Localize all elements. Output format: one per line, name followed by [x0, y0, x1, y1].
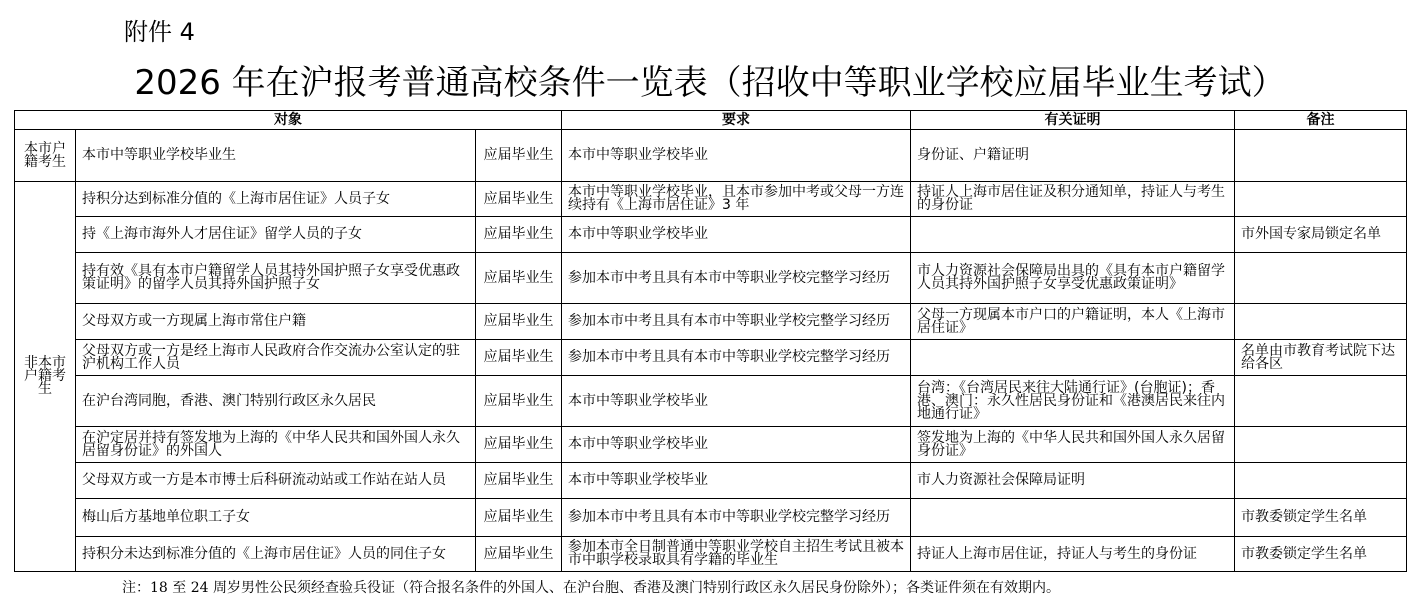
target-cell: 父母双方或一方是本市博士后科研流动站或工作站在站人员	[76, 463, 476, 499]
category-local-cell: 本市户籍考生	[15, 130, 76, 182]
target-cell: 梅山后方基地单位职工子女	[76, 499, 476, 537]
requirement-cell: 本市中等职业学校毕业	[562, 463, 911, 499]
remark-cell: 市教委锁定学生名单	[1235, 499, 1407, 537]
status-cell: 应届毕业生	[476, 253, 562, 304]
target-cell: 持有效《具有本市户籍留学人员其持外国护照子女享受优惠政策证明》的留学人员其持外国护照子女	[76, 253, 476, 304]
requirement-cell: 本市中等职业学校毕业	[562, 376, 911, 427]
certificate-cell: 父母一方现属本市户口的户籍证明，本人《上海市居住证》	[911, 304, 1235, 340]
table-row	[15, 427, 1407, 463]
table-row	[15, 499, 1407, 537]
requirement-cell: 参加本市中考且具有本市中等职业学校完整学习经历	[562, 499, 911, 537]
table-row	[15, 182, 1407, 217]
certificate-cell: 签发地为上海的《中华人民共和国外国人永久居留身份证》	[911, 427, 1235, 463]
target-cell: 父母双方或一方现属上海市常住户籍	[76, 304, 476, 340]
status-cell: 应届毕业生	[476, 427, 562, 463]
requirement-cell: 参加本市中考且具有本市中等职业学校完整学习经历	[562, 253, 911, 304]
remark-cell	[1235, 253, 1407, 304]
certificate-cell	[911, 499, 1235, 537]
certificate-cell: 市人力资源社会保障局出具的《具有本市户籍留学人员其持外国护照子女享受优惠政策证明》	[911, 253, 1235, 304]
page-title: 2026 年在沪报考普通高校条件一览表（招收中等职业学校应届毕业生考试）	[134, 63, 1286, 103]
table-row	[15, 537, 1407, 572]
certificate-cell: 台湾：《台湾居民来往大陆通行证》(台胞证)；香港、澳门：永久性居民身份证和《港澳居民来往内地通行证》	[911, 376, 1235, 427]
table-row	[15, 253, 1407, 304]
certificate-cell: 市人力资源社会保障局证明	[911, 463, 1235, 499]
certificate-cell: 身份证、户籍证明	[911, 130, 1235, 182]
remark-cell: 名单由市教育考试院下达给各区	[1235, 340, 1407, 376]
certificate-cell	[911, 217, 1235, 253]
status-cell: 应届毕业生	[476, 130, 562, 182]
target-cell: 在沪台湾同胞，香港、澳门特别行政区永久居民	[76, 376, 476, 427]
requirement-cell: 参加本市中考且具有本市中等职业学校完整学习经历	[562, 340, 911, 376]
target-cell: 持《上海市海外人才居住证》留学人员的子女	[76, 217, 476, 253]
table-row	[15, 304, 1407, 340]
table-header-row	[15, 111, 1407, 130]
table-row	[15, 340, 1407, 376]
status-cell: 应届毕业生	[476, 463, 562, 499]
remark-cell: 市外国专家局锁定名单	[1235, 217, 1407, 253]
certificate-cell	[911, 340, 1235, 376]
status-cell: 应届毕业生	[476, 304, 562, 340]
status-cell: 应届毕业生	[476, 537, 562, 572]
column-header-certificate: 有关证明	[911, 111, 1235, 130]
status-cell: 应届毕业生	[476, 376, 562, 427]
status-cell: 应届毕业生	[476, 217, 562, 253]
eligibility-table	[14, 110, 1407, 572]
remark-cell	[1235, 463, 1407, 499]
target-cell: 持积分未达到标准分值的《上海市居住证》人员的同住子女	[76, 537, 476, 572]
remark-cell	[1235, 427, 1407, 463]
status-cell: 应届毕业生	[476, 182, 562, 217]
certificate-cell: 持证人上海市居住证，持证人与考生的身份证	[911, 537, 1235, 572]
category-nonlocal-cell: 非本市户籍考生	[15, 182, 76, 572]
certificate-cell: 持证人上海市居住证及积分通知单，持证人与考生的身份证	[911, 182, 1235, 217]
target-cell: 父母双方或一方是经上海市人民政府合作交流办公室认定的驻沪机构工作人员	[76, 340, 476, 376]
remark-cell	[1235, 304, 1407, 340]
remark-cell	[1235, 130, 1407, 182]
table-row	[15, 130, 1407, 182]
table-row	[15, 217, 1407, 253]
remark-cell	[1235, 376, 1407, 427]
target-cell: 在沪定居并持有签发地为上海的《中华人民共和国外国人永久居留身份证》的外国人	[76, 427, 476, 463]
remark-cell: 市教委锁定学生名单	[1235, 537, 1407, 572]
requirement-cell: 本市中等职业学校毕业	[562, 427, 911, 463]
table-row	[15, 376, 1407, 427]
target-cell: 持积分达到标准分值的《上海市居住证》人员子女	[76, 182, 476, 217]
requirement-cell: 本市中等职业学校毕业	[562, 130, 911, 182]
requirement-cell: 参加本市中考且具有本市中等职业学校完整学习经历	[562, 304, 911, 340]
table-row	[15, 463, 1407, 499]
column-header-remark: 备注	[1235, 111, 1407, 130]
column-header-target: 对象	[15, 111, 562, 130]
footnote: 注：18 至 24 周岁男性公民须经查验兵役证（符合报名条件的外国人、在沪台胞、香港及澳门特别行政区永久居民身份除外）；各类证件须在有效期内。	[122, 580, 1060, 596]
requirement-cell: 本市中等职业学校毕业，且本市参加中考或父母一方连续持有《上海市居住证》3 年	[562, 182, 911, 217]
column-header-requirement: 要求	[562, 111, 911, 130]
status-cell: 应届毕业生	[476, 340, 562, 376]
remark-cell	[1235, 182, 1407, 217]
requirement-cell: 参加本市全日制普通中等职业学校自主招生考试且被本市中职学校录取具有学籍的毕业生	[562, 537, 911, 572]
requirement-cell: 本市中等职业学校毕业	[562, 217, 911, 253]
status-cell: 应届毕业生	[476, 499, 562, 537]
attachment-label: 附件 4	[124, 18, 195, 46]
target-cell: 本市中等职业学校毕业生	[76, 130, 476, 182]
